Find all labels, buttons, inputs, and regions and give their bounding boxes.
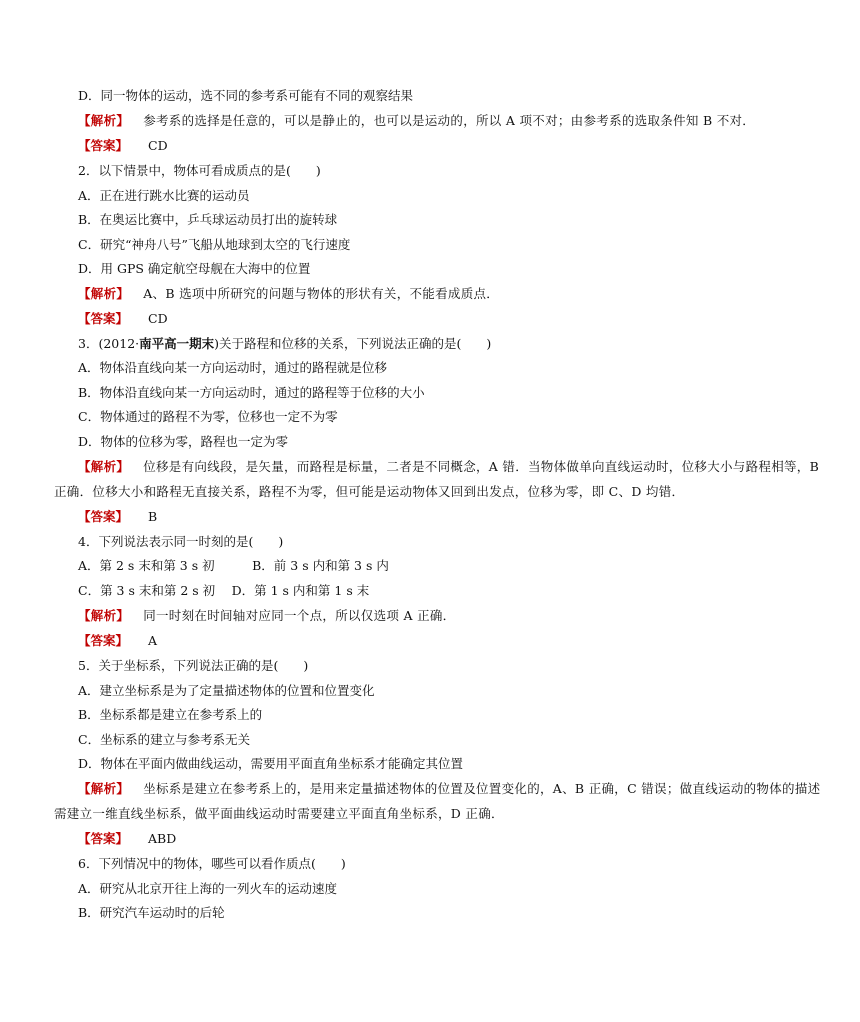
option-b-q3: B．物体沿直线向某一方向运动时，通过的路程等于位移的大小 [78,385,425,400]
explanation-q4: 【解析】 同一时刻在时间轴对应同一个点，所以仅选项 A 正确． [78,608,456,623]
answer-q4: 【答案】 A [78,633,158,648]
source-label: 南平高一期末 [139,336,215,351]
explanation-q5-cont: 需建立一维直线坐标系，做平面曲线运动时需要建立平面直角坐标系，D 正确． [54,806,504,821]
option-c-q2: C．研究“神舟八号”飞船从地球到太空的飞行速度 [78,237,351,252]
option-b-q2: B．在奥运比赛中，乒乓球运动员打出的旋转球 [78,212,338,227]
explanation-tag: 【解析】 [78,608,130,623]
question-3: 3．(2012·南平高一期末)关于路程和位移的关系，下列说法正确的是( ) [78,336,492,351]
answer-q3: 【答案】 B [78,509,158,524]
explanation-tag: 【解析】 [78,781,130,796]
option-b-q6: B．研究汽车运动时的后轮 [78,905,225,920]
option-b-q5: B．坐标系都是建立在参考系上的 [78,707,263,722]
explanation-q3-cont: 正确．位移大小和路程无直接关系，路程不为零，但可能是运动物体又回到出发点，位移为零，即 C、D 均错． [54,484,685,499]
answer-tag: 【答案】 [78,633,129,648]
question-6: 6．下列情况中的物体，哪些可以看作质点( ) [78,856,346,871]
option-d-q3: D．物体的位移为零，路程也一定为零 [78,434,289,449]
option-d-q5: D．物体在平面内做曲线运动，需要用平面直角坐标系才能确定其位置 [78,756,464,771]
question-5: 5．关于坐标系，下列说法正确的是( ) [78,658,309,673]
option-a-q6: A．研究从北京开往上海的一列火车的运动速度 [78,881,338,896]
option-a-q2: A．正在进行跳水比赛的运动员 [78,188,250,203]
explanation-tag: 【解析】 [78,286,130,301]
options-cd-q4: C．第 3 s 末和第 2 s 初 D．第 1 s 内和第 1 s 末 [78,583,370,598]
answer-q2: 【答案】 CD [78,311,168,326]
options-ab-q4: A．第 2 s 末和第 3 s 初 B．前 3 s 内和第 3 s 内 [78,558,389,573]
question-4: 4．下列说法表示同一时刻的是( ) [78,534,284,549]
option-c-q3: C．物体通过的路程不为零，位移也一定不为零 [78,409,338,424]
answer-q5: 【答案】 ABD [78,831,177,846]
answer-tag: 【答案】 [78,138,129,153]
option-a-q5: A．建立坐标系是为了定量描述物体的位置和位置变化 [78,683,375,698]
answer-tag: 【答案】 [78,831,129,846]
explanation-q3: 【解析】 位移是有向线段，是矢量，而路程是标量，二者是不同概念，A 错．当物体做单向直线运动时，位移大小与路程相等，B [78,459,820,474]
answer-q1: 【答案】 CD [78,138,168,153]
question-2: 2．以下情景中，物体可看成质点的是( ) [78,163,321,178]
option-d-q1: D．同一物体的运动，选不同的参考系可能有不同的观察结果 [78,88,414,103]
answer-tag: 【答案】 [78,311,129,326]
explanation-tag: 【解析】 [78,113,130,128]
explanation-q1: 【解析】 参考系的选择是任意的，可以是静止的，也可以是运动的，所以 A 项不对；由参考系的选取条件知 B 不对． [78,113,756,128]
explanation-q2: 【解析】 A、B 选项中所研究的问题与物体的形状有关，不能看成质点． [78,286,500,301]
explanation-tag: 【解析】 [78,459,130,474]
explanation-q5: 【解析】 坐标系是建立在参考系上的，是用来定量描述物体的位置及位置变化的，A、B 正确，C 错误；做直线运动的物体的描述 [78,781,821,796]
option-a-q3: A．物体沿直线向某一方向运动时，通过的路程就是位移 [78,360,388,375]
answer-tag: 【答案】 [78,509,129,524]
option-c-q5: C．坐标系的建立与参考系无关 [78,732,251,747]
option-d-q2: D．用 GPS 确定航空母舰在大海中的位置 [78,261,311,276]
